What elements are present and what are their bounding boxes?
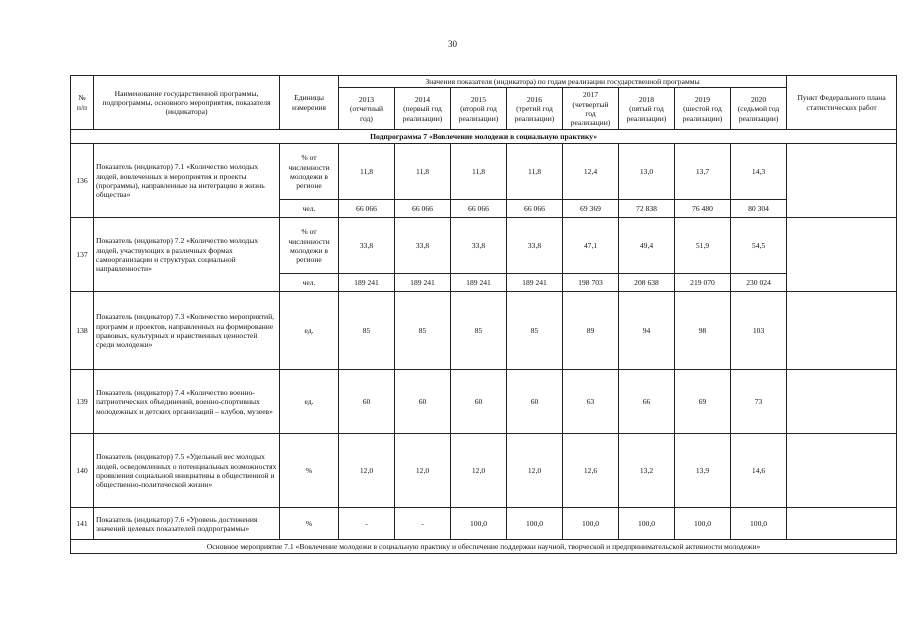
value-cell: 66 [619,370,675,434]
value-cell: 66 066 [339,200,395,218]
table-row [71,508,897,540]
value-cell: 12,0 [451,434,507,508]
row-number: 138 [71,292,94,370]
header-plan: Пункт Федерального плана статистических работ [787,76,897,130]
value-cell: 100,0 [675,508,731,540]
value-cell: 189 241 [339,274,395,292]
unit-cell: ед. [280,370,339,434]
value-cell: 60 [395,370,451,434]
plan-cell [787,218,897,292]
value-cell: 94 [619,292,675,370]
row-number: 139 [71,370,94,434]
value-cell: 13,7 [675,144,731,200]
value-cell: 11,8 [395,144,451,200]
value-cell: 14,6 [731,434,787,508]
value-cell: 13,0 [619,144,675,200]
subprogram-title: Подпрограмма 7 «Вовлечение молодежи в социальную практику» [71,130,897,144]
value-cell: 73 [731,370,787,434]
header-year: 2015 (второй год реализации) [451,88,507,130]
value-cell: 89 [563,292,619,370]
value-cell: 85 [507,292,563,370]
indicator-name: Показатель (индикатор) 7.1 «Количество молодых людей, вовлеченных в мероприятия и проекты (программы), направленные на интеграцию в жизнь общества» [94,144,280,218]
unit-cell: ед. [280,292,339,370]
value-cell: 14,3 [731,144,787,200]
value-cell: 12,4 [563,144,619,200]
header-unit: Единицы измерения [280,76,339,130]
header-year: 2018 (пятый год реализации) [619,88,675,130]
value-cell: 100,0 [731,508,787,540]
header-num: № п/п [71,76,94,130]
table-row [71,370,897,434]
value-cell: 230 024 [731,274,787,292]
value-cell: 51,9 [675,218,731,274]
table-row [71,144,897,200]
indicator-name: Показатель (индикатор) 7.2 «Количество молодых людей, участвующих в различных формах самоорганизации и структурах социальной направленности» [94,218,280,292]
header-year: 2019 (шестой год реализации) [675,88,731,130]
indicator-name: Показатель (индикатор) 7.4 «Количество военно-патриотических объединений, военно-спортивных молодежных и детских организаций – клубов, музеев» [94,370,280,434]
row-number: 137 [71,218,94,292]
value-cell: 60 [339,370,395,434]
unit-cell: % [280,508,339,540]
value-cell: 12,0 [507,434,563,508]
plan-cell [787,292,897,370]
plan-cell [787,370,897,434]
value-cell: 11,8 [451,144,507,200]
header-year: 2016 (третий год реализации) [507,88,563,130]
value-cell: 11,8 [339,144,395,200]
value-cell: 60 [507,370,563,434]
table-row [71,218,897,274]
plan-cell [787,434,897,508]
value-cell: 76 480 [675,200,731,218]
indicator-name: Показатель (индикатор) 7.5 «Удельный вес молодых людей, осведомленных о потенциальных возможностях проявления социальной инициативы в общественной и общественно-политической жизни» [94,434,280,508]
row-number: 140 [71,434,94,508]
header-name: Наименование государственной программы, подпрограммы, основного мероприятия, показателя (индикатора) [94,76,280,130]
unit-cell: % от численности молодежи в регионе [280,144,339,200]
value-cell: 85 [339,292,395,370]
unit-cell: чел. [280,274,339,292]
value-cell: 63 [563,370,619,434]
table-row [71,434,897,508]
value-cell: 198 703 [563,274,619,292]
value-cell: - [339,508,395,540]
header-year: 2017 (четвертый год реализации) [563,88,619,130]
value-cell: 219 070 [675,274,731,292]
value-cell: 85 [395,292,451,370]
value-cell: 69 [675,370,731,434]
header-year: 2020 (седьмой год реализации) [731,88,787,130]
value-cell: 98 [675,292,731,370]
header-year: 2013 (отчетный год) [339,88,395,130]
value-cell: 33,8 [339,218,395,274]
value-cell: 100,0 [507,508,563,540]
plan-cell [787,508,897,540]
unit-cell: % от численности молодежи в регионе [280,218,339,274]
value-cell: 33,8 [451,218,507,274]
unit-cell: % [280,434,339,508]
value-cell: 13,9 [675,434,731,508]
value-cell: 189 241 [451,274,507,292]
value-cell: 11,8 [507,144,563,200]
value-cell: 72 838 [619,200,675,218]
indicator-name: Показатель (индикатор) 7.3 «Количество мероприятий, программ и проектов, направленных на формирование правовых, культурных и нравственных ценностей среди молодежи» [94,292,280,370]
plan-cell [787,144,897,218]
value-cell: 54,5 [731,218,787,274]
value-cell: 208 638 [619,274,675,292]
value-cell: 12,6 [563,434,619,508]
page-number: 30 [448,39,457,49]
value-cell: 66 066 [395,200,451,218]
value-cell: 66 066 [451,200,507,218]
value-cell: 13,2 [619,434,675,508]
header-values-group: Значения показателя (индикатора) по годам реализации государственной программы [339,76,787,88]
row-number: 141 [71,508,94,540]
value-cell: 12,0 [395,434,451,508]
header-year: 2014 (первый год реализации) [395,88,451,130]
value-cell: - [395,508,451,540]
row-number: 136 [71,144,94,218]
value-cell: 33,8 [507,218,563,274]
value-cell: 49,4 [619,218,675,274]
indicator-name: Показатель (индикатор) 7.6 «Уровень достижения значений целевых показателей подпрограммы» [94,508,280,540]
value-cell: 189 241 [507,274,563,292]
value-cell: 100,0 [563,508,619,540]
indicators-table [70,75,897,554]
value-cell: 80 304 [731,200,787,218]
value-cell: 60 [451,370,507,434]
value-cell: 189 241 [395,274,451,292]
value-cell: 12,0 [339,434,395,508]
value-cell: 100,0 [619,508,675,540]
main-activity-title: Основное мероприятие 7.1 «Вовлечение молодежи в социальную практику и обеспечение поддержки научной, творческой и предпринимательской активности молодежи» [71,540,897,554]
value-cell: 103 [731,292,787,370]
unit-cell: чел. [280,200,339,218]
table-row [71,292,897,370]
value-cell: 66 066 [507,200,563,218]
value-cell: 47,1 [563,218,619,274]
value-cell: 33,8 [395,218,451,274]
value-cell: 69 369 [563,200,619,218]
value-cell: 85 [451,292,507,370]
value-cell: 100,0 [451,508,507,540]
